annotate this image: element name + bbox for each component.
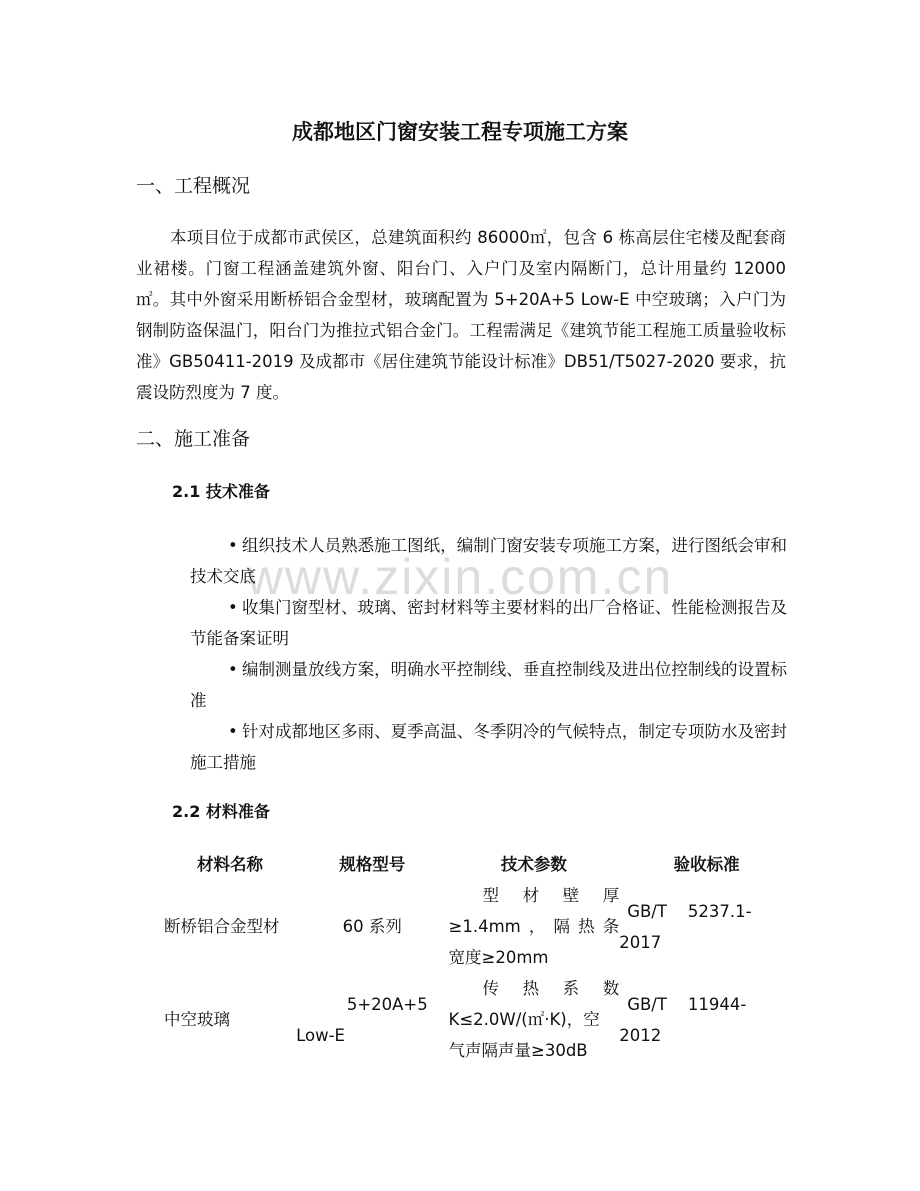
list-item-text: 针对成都地区多雨、夏季高温、冬季阴冷的气候特点，制定专项防水及密封施工措施 bbox=[190, 722, 787, 772]
list-item bbox=[190, 716, 787, 778]
param-line: 气声隔声量≥30dB bbox=[448, 1041, 588, 1060]
bullet-icon: • bbox=[228, 722, 238, 741]
cell-standard bbox=[619, 973, 794, 1066]
standard-line: 2012 bbox=[619, 1025, 662, 1045]
column-header-name: 材料名称 bbox=[197, 855, 264, 874]
subsection-heading-technical: 2.1 技术准备 bbox=[172, 482, 270, 501]
section-heading-preparation: 二、施工准备 bbox=[136, 428, 251, 450]
param-line: K≤2.0W/(㎡·K)，空 bbox=[448, 1010, 600, 1029]
cell-material-name: 中空玻璃 bbox=[164, 1010, 230, 1029]
page-title: 成都地区门窗安装工程专项施工方案 bbox=[292, 120, 628, 144]
cell-standard bbox=[619, 880, 794, 973]
bullet-icon: • bbox=[228, 660, 238, 679]
spec-line: 5+20A+5 bbox=[346, 994, 428, 1014]
cell-params bbox=[449, 973, 620, 1066]
table-row bbox=[164, 973, 794, 1066]
list-item bbox=[190, 530, 787, 592]
standard-line: 2017 bbox=[619, 932, 662, 952]
overview-paragraph: 本项目位于成都市武侯区，总建筑面积约 86000㎡，包含 6 栋高层住宅楼及配套商业裙楼。门窗工程涵盖建筑外窗、阳台门、入户门及室内隔断门，总计用量约 12000㎡。其中外窗采用断桥铝合金型材，玻璃配置为 5+20A+5 Low-E 中空玻璃；入户门为钢制防盗保温门，阳台门为推拉式铝合金门。工程需满足《建筑节能工程施工质量验收标准》GB50411-2019 及成都市《居住建筑节能设计标准》DB51/T5027-2020 要求，抗震设防烈度为 7 度。 bbox=[136, 228, 786, 402]
standard-line: GB/T 11944- bbox=[627, 994, 747, 1014]
materials-table bbox=[164, 846, 794, 1066]
section-heading-overview: 一、工程概况 bbox=[136, 175, 251, 197]
watermark: www.zixin.com.cn bbox=[246, 549, 674, 605]
cell-params bbox=[449, 880, 620, 973]
subsection-heading-materials: 2.2 材料准备 bbox=[172, 802, 270, 821]
cell-spec bbox=[296, 973, 448, 1066]
spec-line: Low-E bbox=[296, 1025, 345, 1045]
param-line: ≥1.4mm，隔热条 bbox=[448, 917, 620, 936]
column-header-standard: 验收标准 bbox=[673, 855, 740, 874]
bullet-icon: • bbox=[228, 536, 238, 555]
column-header-spec: 规格型号 bbox=[339, 855, 406, 874]
param-line: 宽度≥20mm bbox=[448, 948, 549, 967]
standard-line: GB/T 5237.1- bbox=[627, 901, 752, 921]
list-item-text: 收集门窗型材、玻璃、密封材料等主要材料的出厂合格证、性能检测报告及节能备案证明 bbox=[190, 598, 787, 648]
param-line: 传 热 系 数 bbox=[482, 979, 620, 998]
param-line: 型 材 壁 厚 bbox=[482, 886, 620, 905]
cell-spec: 60 系列 bbox=[342, 917, 402, 936]
technical-prep-list bbox=[190, 530, 787, 778]
cell-material-name: 断桥铝合金型材 bbox=[164, 917, 280, 936]
list-item bbox=[190, 654, 787, 716]
list-item-text: 编制测量放线方案，明确水平控制线、垂直控制线及进出位控制线的设置标准 bbox=[190, 660, 787, 710]
bullet-icon: • bbox=[228, 598, 238, 617]
list-item-text: 组织技术人员熟悉施工图纸，编制门窗安装专项施工方案，进行图纸会审和技术交底 bbox=[190, 536, 787, 586]
table-row bbox=[164, 880, 794, 973]
list-item bbox=[190, 592, 787, 654]
column-header-params: 技术参数 bbox=[500, 855, 567, 874]
table-header-row bbox=[164, 846, 794, 880]
